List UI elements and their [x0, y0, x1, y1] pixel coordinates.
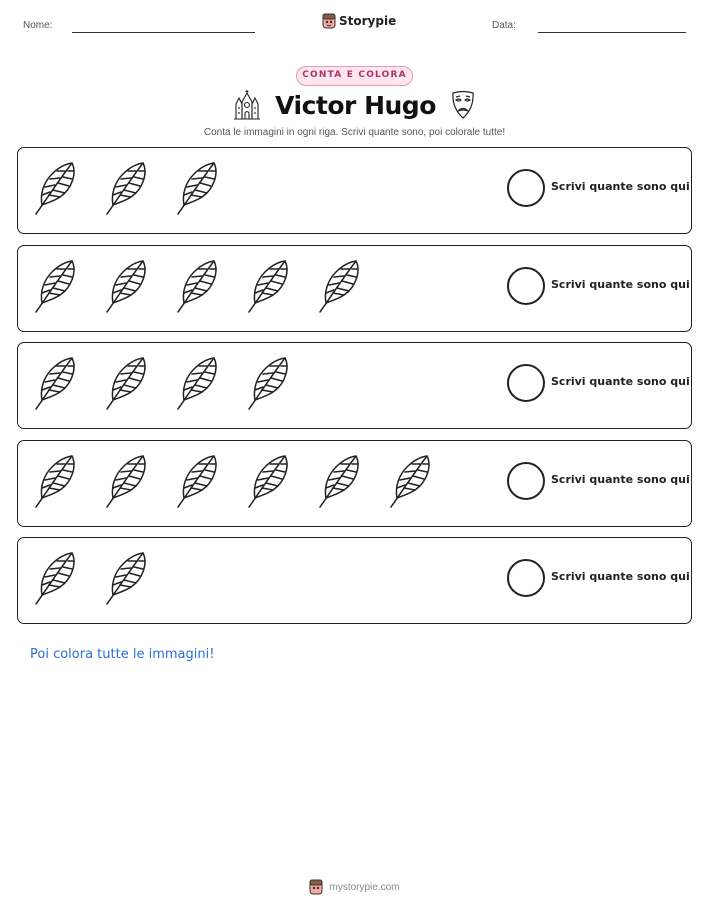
feather-icon[interactable]	[99, 256, 170, 316]
storypie-mascot-icon	[309, 879, 323, 895]
feather-icon[interactable]	[28, 158, 99, 218]
count-row	[17, 342, 692, 429]
name-line[interactable]	[72, 32, 255, 33]
answer-label: Scrivi quante sono qui	[551, 473, 690, 486]
feather-icon[interactable]	[170, 158, 241, 218]
theater-mask-icon	[450, 90, 476, 120]
feather-group	[28, 158, 241, 218]
cathedral-icon	[233, 90, 261, 120]
count-row	[17, 245, 692, 332]
feather-group	[28, 256, 383, 316]
answer-circle[interactable]	[507, 267, 545, 305]
answer-label: Scrivi quante sono qui	[551, 375, 690, 388]
brand-name: Storypie	[339, 14, 397, 28]
feather-icon[interactable]	[170, 256, 241, 316]
date-label: Data:	[492, 20, 516, 31]
feather-group	[28, 353, 312, 413]
feather-icon[interactable]	[312, 451, 383, 511]
date-line[interactable]	[538, 32, 686, 33]
brand-logo	[322, 13, 396, 29]
storypie-mascot-icon	[322, 13, 336, 29]
answer-label: Scrivi quante sono qui	[551, 278, 690, 291]
footer-note: Poi colora tutte le immagini!	[30, 647, 215, 662]
feather-group	[28, 451, 454, 511]
feather-icon[interactable]	[28, 548, 99, 608]
activity-badge: CONTA E COLORA	[296, 66, 413, 86]
instructions: Conta le immagini in ogni riga. Scrivi quante sono, poi colorale tutte!	[203, 127, 506, 138]
feather-group	[28, 548, 170, 608]
count-row	[17, 537, 692, 624]
name-label: Nome:	[23, 20, 53, 31]
feather-icon[interactable]	[99, 158, 170, 218]
feather-icon[interactable]	[241, 256, 312, 316]
answer-label: Scrivi quante sono qui	[551, 570, 690, 583]
feather-icon[interactable]	[28, 353, 99, 413]
feather-icon[interactable]	[99, 353, 170, 413]
count-row	[17, 440, 692, 527]
count-row	[17, 147, 692, 234]
answer-circle[interactable]	[507, 559, 545, 597]
feather-icon[interactable]	[312, 256, 383, 316]
answer-circle[interactable]	[507, 364, 545, 402]
feather-icon[interactable]	[383, 451, 454, 511]
title-row	[0, 90, 709, 120]
feather-icon[interactable]	[241, 451, 312, 511]
feather-icon[interactable]	[241, 353, 312, 413]
feather-icon[interactable]	[99, 548, 170, 608]
page-title: Victor Hugo	[275, 90, 436, 120]
footer-site: mystorypie.com	[329, 881, 400, 893]
feather-icon[interactable]	[28, 451, 99, 511]
feather-icon[interactable]	[28, 256, 99, 316]
feather-icon[interactable]	[170, 353, 241, 413]
page-footer	[0, 879, 709, 895]
feather-icon[interactable]	[170, 451, 241, 511]
answer-label: Scrivi quante sono qui	[551, 180, 690, 193]
answer-circle[interactable]	[507, 462, 545, 500]
feather-icon[interactable]	[99, 451, 170, 511]
answer-circle[interactable]	[507, 169, 545, 207]
